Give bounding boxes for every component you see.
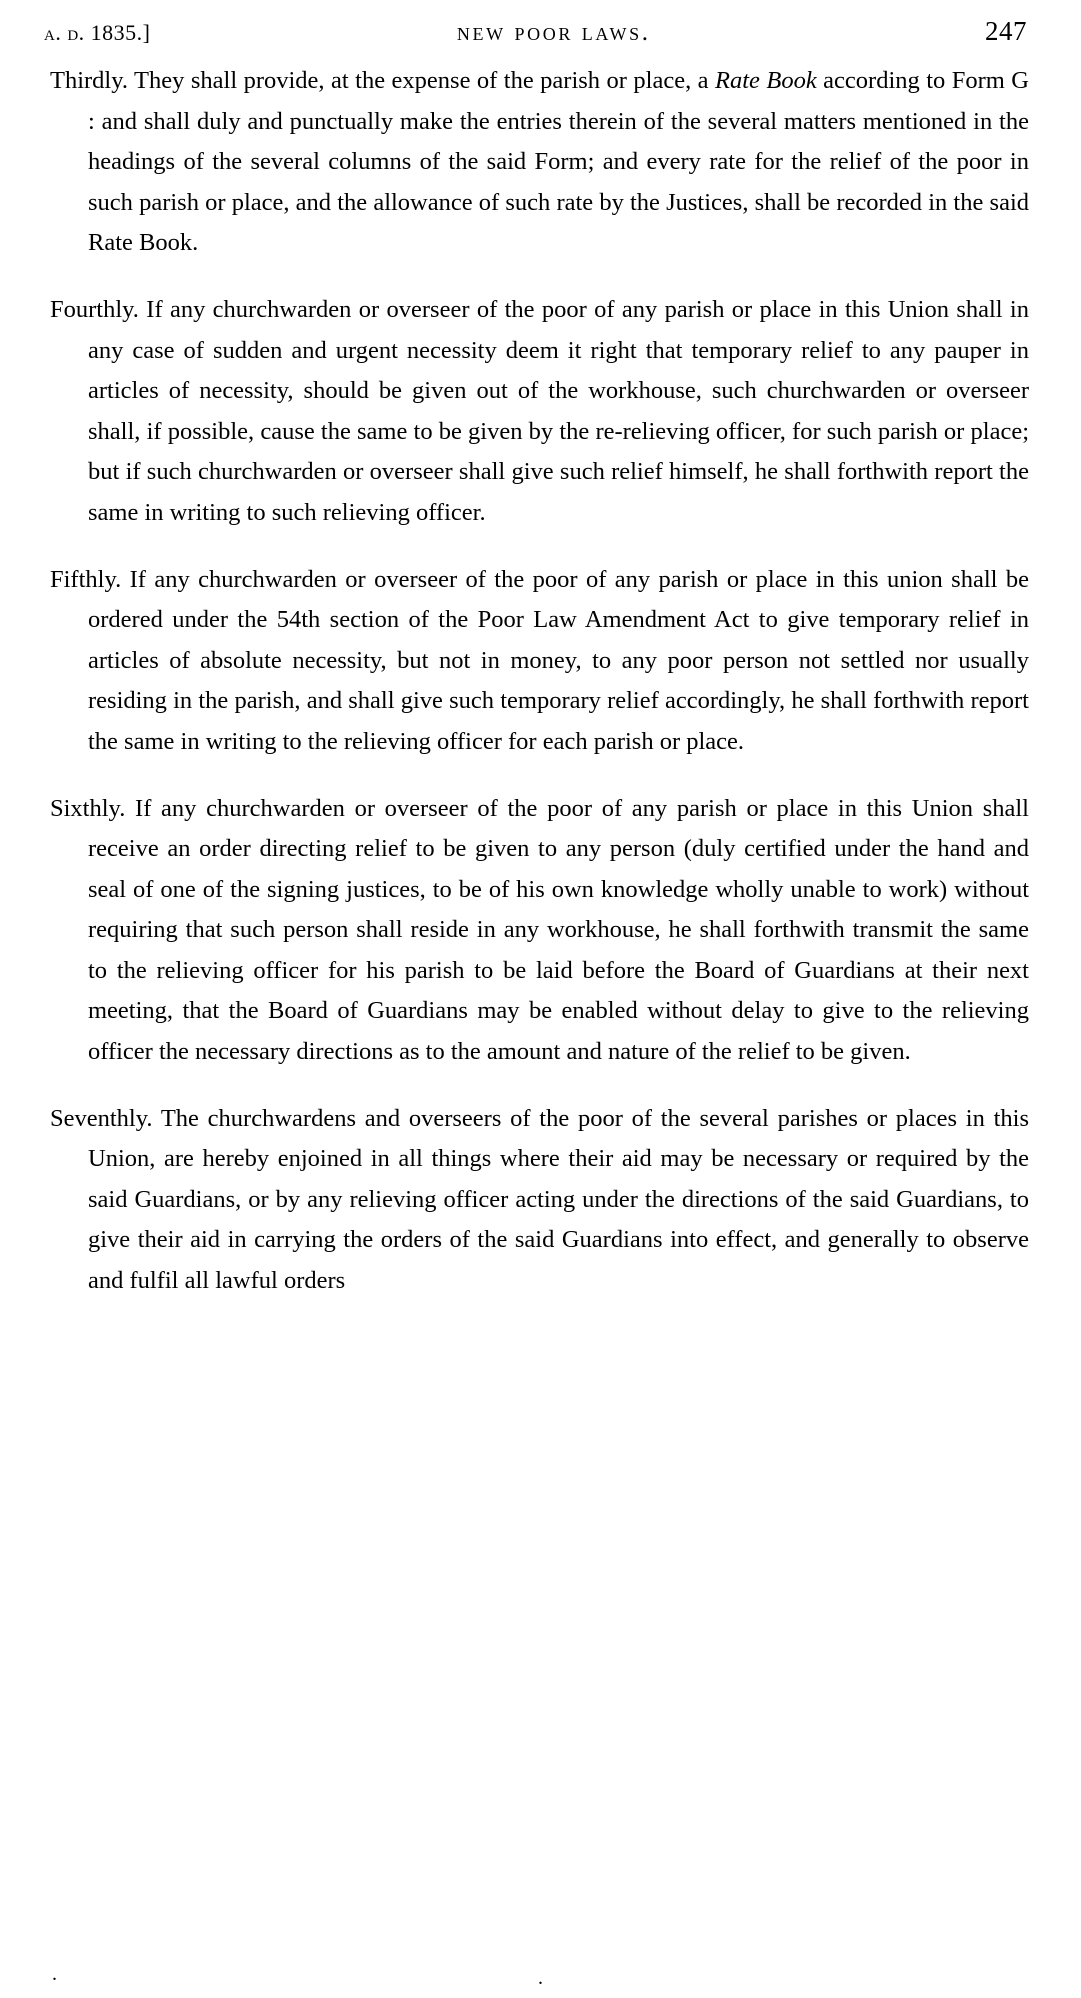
paragraph-lead: Thirdly. xyxy=(50,67,129,94)
paragraph-thirdly xyxy=(40,61,1029,264)
running-head-date: a. d. 1835.] xyxy=(44,20,151,45)
paragraph-lead: Sixthly. xyxy=(50,794,126,822)
paragraph-lead: Fifthly. xyxy=(50,565,122,593)
running-head xyxy=(40,16,1029,47)
paragraph-seventhly xyxy=(40,1099,1029,1302)
page-number: 247 xyxy=(984,16,1027,46)
paragraph-fifthly xyxy=(40,560,1029,763)
paragraph-lead: Fourthly. xyxy=(50,295,139,323)
paragraph-lead: Seventhly. xyxy=(50,1104,153,1132)
paragraph-fourthly xyxy=(40,290,1029,534)
paragraph-text-part2: according to Form G : and shall duly and punctually make the entries therein of the several matters mentioned in the headings of the several columns of the said Form; and every rate for the relief of the poor in such parish or place, and the allowance of such rate by the Justices, shall be recorded in the said Rate Book. xyxy=(88,67,1029,257)
running-head-title: new poor laws. xyxy=(456,19,651,46)
paragraph-text: If any churchwarden or overseer of the poor of any parish or place in this Union shall in any case of sudden and urgent necessity deem it right that temporary relief to any pauper in articles of necessity, should be given out of the workhouse, such churchwarden or overseer shall, if possible, cause the same to be given by the re-relieving officer, for such parish or place; but if such churchwarden or overseer shall give such relief himself, he shall forthwith report the same in writing to such relieving officer. xyxy=(88,295,1029,526)
paragraph-text-part1: They shall provide, at the expense of the parish or place, a xyxy=(128,67,715,94)
rate-book-italic: Rate Book xyxy=(715,67,817,94)
paragraph-sixthly xyxy=(40,789,1029,1073)
paragraph-text: If any churchwarden or overseer of the poor of any parish or place in this Union shall receive an order directing relief to be given to any person (duly certified under the hand and seal of one of the signing justices, to be of his own knowledge wholly unable to work) without requiring that such person shall reside in any workhouse, he shall forthwith transmit the same to the relieving officer for his parish to be laid before the Board of Guardians at their next meeting, that the Board of Guardians may be enabled without delay to give to the relieving officer the necessary directions as to the amount and nature of the relief to be given. xyxy=(88,794,1029,1066)
margin-mark-center: . xyxy=(538,1967,543,1989)
margin-mark-left: . xyxy=(52,1963,57,1985)
paragraph-text: If any churchwarden or overseer of the poor of any parish or place in this union shall be ordered under the 54th section of the Poor Law Amendment Act to give temporary relief in articles of absolute necessity, but not in money, to any poor person not settled nor usually residing in the parish, and shall give such temporary relief accordingly, he shall forthwith report the same in writing to the relieving officer for each parish or place. xyxy=(88,565,1029,755)
paragraph-text: The churchwardens and overseers of the poor of the several parishes or places in this Union, are hereby enjoined in all things where their aid may be necessary or required by the said Guardians, or by any relieving officer acting under the directions of the said Guardians, to give their aid in carrying the orders of the said Guardians into effect, and generally to observe and fulfil all lawful orders xyxy=(88,1104,1029,1295)
